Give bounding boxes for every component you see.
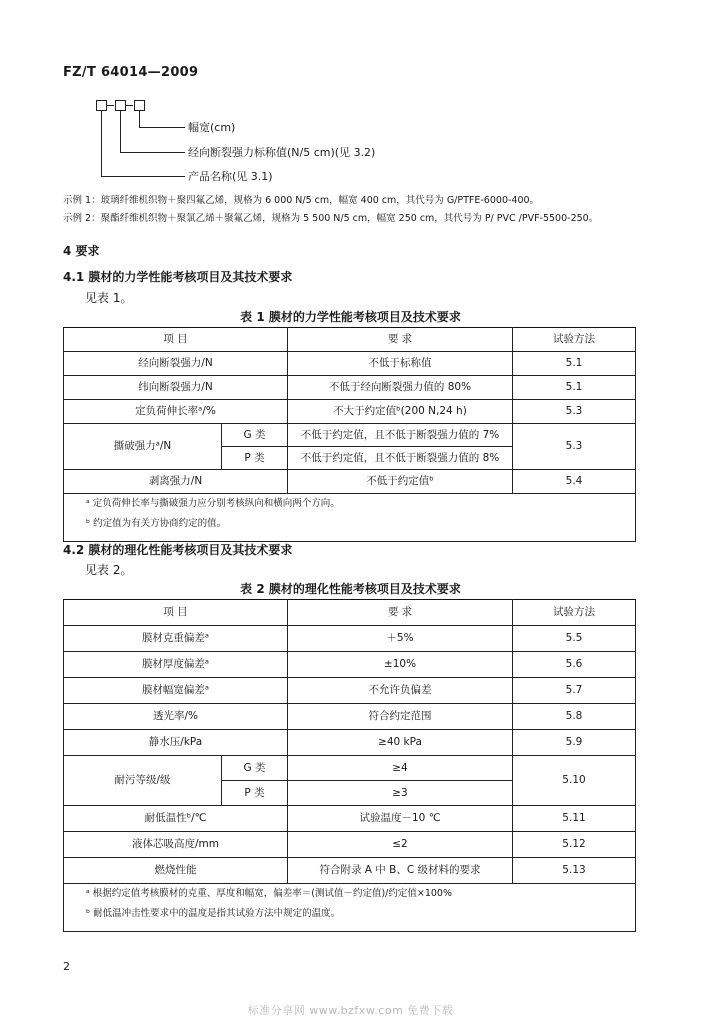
example-2: 示例 2：聚酯纤维机织物＋聚氯乙烯＋聚氟乙烯，规格为 5 500 N/5 cm，幅宽 250 cm，其代号为 P/ PVC /PVF-5500-250。 — [63, 213, 599, 224]
cell-item: 膜材厚度偏差ᵃ — [64, 652, 288, 678]
header-method: 试验方法 — [513, 600, 636, 626]
note-b: ᵇ 耐低温冲击性要求中的温度是指其试验方法中规定的温度。 — [86, 908, 341, 919]
table-row — [64, 328, 636, 352]
cell-method: 5.11 — [513, 806, 636, 832]
header-item: 项 目 — [64, 328, 288, 352]
standard-number: FZ/T 64014—2009 — [63, 65, 199, 80]
cell-requirement: ＋5% — [288, 626, 513, 652]
table-row — [64, 470, 636, 494]
cell-requirement: 试验温度－10 ℃ — [288, 806, 513, 832]
cell-item: 燃烧性能 — [64, 858, 288, 884]
cell-requirement: ≤2 — [288, 832, 513, 858]
section-4-title: 4 要求 — [63, 244, 100, 258]
table-row — [64, 600, 636, 626]
table-row — [64, 376, 636, 400]
cell-item: 透光率/% — [64, 704, 288, 730]
cell-method: 5.1 — [513, 352, 636, 376]
table-row — [64, 806, 636, 832]
cell-item: 膜材克重偏差ᵃ — [64, 626, 288, 652]
cell-requirement: 不允许负偏差 — [288, 678, 513, 704]
table-row — [64, 626, 636, 652]
table-row — [64, 730, 636, 756]
cell-method: 5.8 — [513, 704, 636, 730]
cell-method: 5.10 — [513, 756, 636, 806]
cell-item: 剥离强力/N — [64, 470, 288, 494]
table-row — [64, 424, 636, 447]
example-1: 示例 1：玻璃纤维机织物＋聚四氟乙烯，规格为 6 000 N/5 cm，幅宽 400 cm，其代号为 G/PTFE-6000-400。 — [63, 195, 540, 206]
note-b: ᵇ 约定值为有关方协商约定的值。 — [86, 518, 227, 529]
table-row — [64, 652, 636, 678]
cell-requirement: 不低于标称值 — [288, 352, 513, 376]
table-1-caption: 表 1 膜材的力学性能考核项目及技术要求 — [240, 310, 461, 324]
cell-method: 5.1 — [513, 376, 636, 400]
table-row — [64, 352, 636, 376]
cell-requirement: 不低于约定值，且不低于断裂强力值的 7% — [288, 424, 513, 447]
table-row — [64, 858, 636, 884]
cell-method: 5.3 — [513, 424, 636, 470]
table-notes — [64, 884, 636, 932]
code-label-strength: 经向断裂强力标称值(N/5 cm)(见 3.2) — [188, 146, 376, 159]
header-requirement: 要 求 — [288, 328, 513, 352]
cell-requirement: 不低于经向断裂强力值的 80% — [288, 376, 513, 400]
cell-method: 5.7 — [513, 678, 636, 704]
cell-requirement: ≥40 kPa — [288, 730, 513, 756]
cell-requirement: 不低于约定值，且不低于断裂强力值的 8% — [288, 447, 513, 470]
cell-method: 5.5 — [513, 626, 636, 652]
table-row — [64, 400, 636, 424]
cell-method: 5.3 — [513, 400, 636, 424]
cell-requirement: ≥3 — [288, 781, 513, 806]
note-a: ᵃ 定负荷伸长率与撕破强力应分别考核纵向和横向两个方向。 — [86, 498, 340, 509]
cell-requirement: 不大于约定值ᵇ(200 N,24 h) — [288, 400, 513, 424]
table-notes-row — [64, 494, 636, 542]
cell-method: 5.9 — [513, 730, 636, 756]
cell-requirement: 符合附录 A 中 B、C 级材料的要求 — [288, 858, 513, 884]
section-4-2-title: 4.2 膜材的理化性能考核项目及其技术要求 — [63, 543, 293, 557]
cell-method: 5.4 — [513, 470, 636, 494]
cell-item: 经向断裂强力/N — [64, 352, 288, 376]
cell-requirement: 不低于约定值ᵇ — [288, 470, 513, 494]
cell-subtype: G 类 — [222, 424, 288, 447]
cell-item: 耐污等级/级 — [64, 756, 222, 806]
cell-subtype: P 类 — [222, 781, 288, 806]
cell-item: 膜材幅宽偏差ᵃ — [64, 678, 288, 704]
table-row — [64, 678, 636, 704]
header-method: 试验方法 — [513, 328, 636, 352]
section-4-1-title: 4.1 膜材的力学性能考核项目及其技术要求 — [63, 270, 293, 284]
section-4-2-ref: 见表 2。 — [85, 563, 133, 577]
cell-requirement: ±10% — [288, 652, 513, 678]
header-requirement: 要 求 — [288, 600, 513, 626]
note-a: ᵃ 根据约定值考核膜材的克重、厚度和幅宽，偏差率＝(测试值－约定值)/约定值×100% — [86, 888, 452, 899]
table-row — [64, 756, 636, 781]
table-2 — [63, 599, 636, 932]
cell-method: 5.6 — [513, 652, 636, 678]
table-notes-row — [64, 884, 636, 932]
cell-method: 5.13 — [513, 858, 636, 884]
table-2-caption: 表 2 膜材的理化性能考核项目及技术要求 — [240, 582, 461, 596]
code-label-width: 幅宽(cm) — [188, 121, 236, 134]
code-label-product: 产品名称(见 3.1) — [188, 170, 273, 183]
header-item: 项 目 — [64, 600, 288, 626]
cell-subtype: G 类 — [222, 756, 288, 781]
cell-item: 撕破强力ᵃ/N — [64, 424, 222, 470]
cell-requirement: ≥4 — [288, 756, 513, 781]
table-row — [64, 704, 636, 730]
cell-requirement: 符合约定范围 — [288, 704, 513, 730]
code-box-3 — [134, 100, 145, 111]
cell-item: 耐低温性ᵇ/℃ — [64, 806, 288, 832]
cell-method: 5.12 — [513, 832, 636, 858]
cell-item: 定负荷伸长率ᵃ/% — [64, 400, 288, 424]
watermark: 标准分享网 www.bzfxw.com 免费下载 — [247, 1004, 454, 1017]
code-box-1 — [96, 100, 107, 111]
cell-item: 静水压/kPa — [64, 730, 288, 756]
product-code-diagram — [96, 100, 516, 195]
table-notes — [64, 494, 636, 542]
cell-item: 液体芯吸高度/mm — [64, 832, 288, 858]
cell-item: 纬向断裂强力/N — [64, 376, 288, 400]
code-box-2 — [115, 100, 126, 111]
section-4-1-ref: 见表 1。 — [85, 291, 133, 305]
page-number: 2 — [63, 960, 70, 973]
cell-subtype: P 类 — [222, 447, 288, 470]
table-1 — [63, 327, 636, 542]
table-row — [64, 832, 636, 858]
